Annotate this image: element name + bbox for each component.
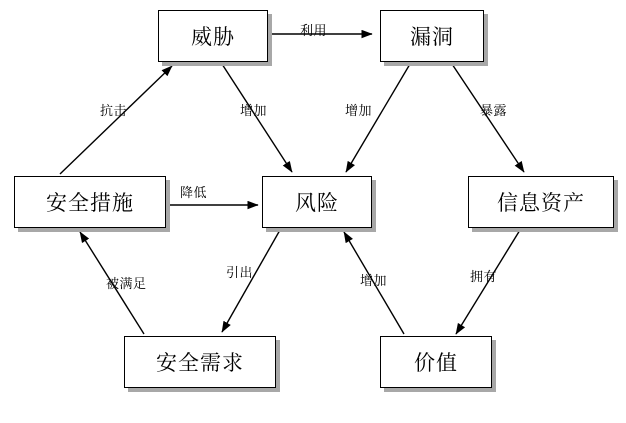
node-threat-label: 威胁 — [191, 25, 235, 49]
node-security-requirement[interactable] — [124, 336, 276, 388]
edge-label-measure-risk: 降低 — [180, 186, 208, 201]
edge-label-risk-requirement: 引出 — [226, 266, 254, 281]
node-vulnerability[interactable] — [380, 10, 484, 62]
edge-label-value-risk: 增加 — [360, 274, 388, 289]
edge-measure-threat — [60, 66, 172, 174]
node-information-asset-label: 信息资产 — [497, 191, 585, 215]
edge-label-vuln-asset: 暴露 — [480, 104, 508, 119]
edge-label-measure-threat: 抗击 — [100, 104, 128, 119]
edge-label-requirement-measure: 被满足 — [106, 277, 147, 292]
node-risk-label: 风险 — [295, 191, 339, 215]
node-security-measure[interactable] — [14, 176, 166, 228]
node-value[interactable] — [380, 336, 492, 388]
node-value-label: 价值 — [414, 351, 458, 375]
node-information-asset[interactable] — [468, 176, 614, 228]
edge-risk-requirement — [222, 230, 280, 332]
node-vulnerability-label: 漏洞 — [410, 25, 454, 49]
edge-label-threat-risk: 增加 — [240, 104, 268, 119]
node-security-measure-label: 安全措施 — [46, 191, 134, 215]
edge-label-vuln-risk: 增加 — [345, 104, 373, 119]
node-risk[interactable] — [262, 176, 372, 228]
node-security-requirement-label: 安全需求 — [156, 351, 244, 375]
node-threat[interactable] — [158, 10, 268, 62]
edge-label-asset-value: 拥有 — [470, 270, 498, 285]
edge-label-threat-vuln: 利用 — [300, 24, 328, 39]
